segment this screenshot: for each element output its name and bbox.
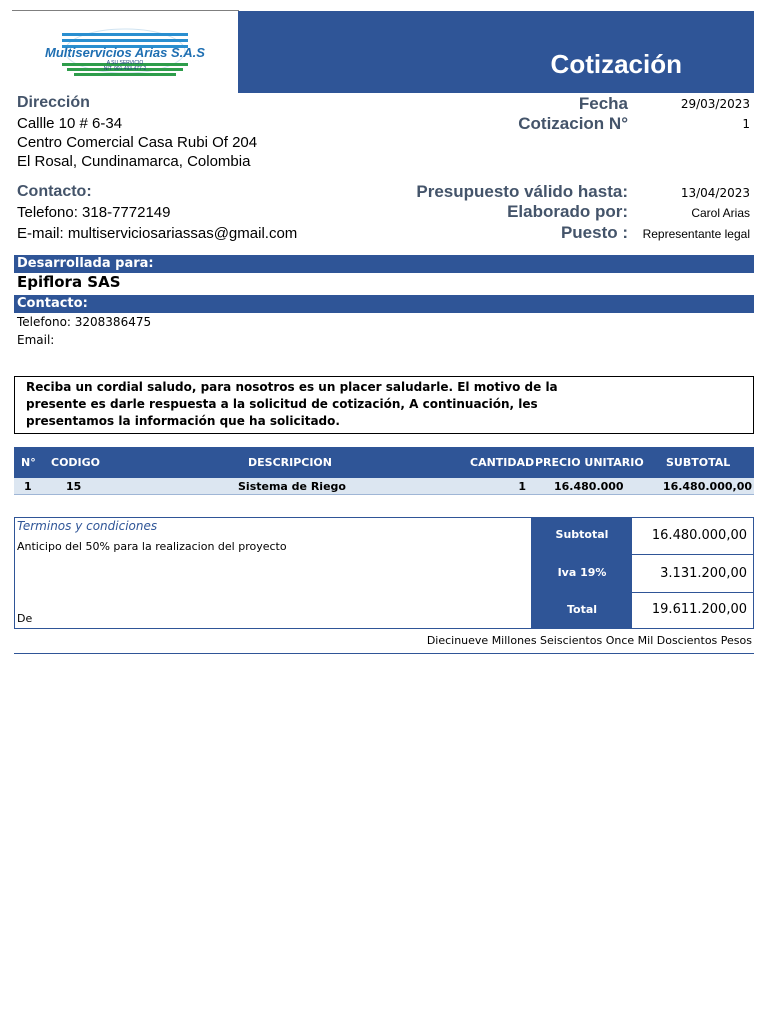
date-value: 29/03/2023 [680, 97, 750, 111]
position-value: Representante legal [642, 227, 750, 241]
col-header-codigo: CODIGO [51, 456, 101, 469]
valid-until-value: 13/04/2023 [680, 186, 750, 200]
greeting-box [14, 376, 754, 434]
logo-nit: NIT. 901.493.477-2 [103, 66, 147, 72]
client-contact-band: Contacto: [14, 295, 754, 313]
valid-until-label: Presupuesto válido hasta: [416, 182, 628, 201]
col-header-descripcion: DESCRIPCION [248, 456, 332, 469]
terms-footer: De [17, 612, 33, 625]
cell-subtotal: 16.480.000,00 [662, 480, 752, 493]
greeting-text: Reciba un cordial saludo, para nosotros es un placer saludarle. El motivo de la presente es darle respuesta a la solicitud de cotización, A continuación, les presentamos la información que ha solicitado. [26, 380, 558, 428]
iva-label: Iva 19% [557, 566, 607, 579]
subtotal-label: Subtotal [555, 528, 609, 541]
made-by-label: Elaborado por: [507, 202, 628, 221]
address-line-3: El Rosal, Cundinamarca, Colombia [17, 153, 251, 170]
iva-value: 3.131.200,00 [660, 566, 747, 581]
address-label: Dirección [17, 94, 90, 111]
terms-box [14, 517, 532, 629]
title-bar [238, 11, 754, 93]
cell-descripcion: Sistema de Riego [238, 480, 346, 493]
quote-number-value: 1 [742, 117, 750, 131]
subtotal-value: 16.480.000,00 [651, 528, 747, 543]
made-by-value: Carol Arias [691, 206, 750, 220]
date-label: Fecha [578, 94, 628, 113]
company-logo [12, 10, 239, 93]
client-phone: Telefono: 3208386475 [17, 315, 152, 329]
position-label: Puesto : [560, 223, 628, 242]
cell-codigo: 15 [66, 480, 82, 493]
col-header-subtotal: SUBTOTAL [666, 456, 731, 469]
items-table-header [14, 447, 754, 478]
address-line-2: Centro Comercial Casa Rubi Of 204 [17, 134, 258, 151]
logo-graphic [12, 11, 238, 93]
logo-tagline: A SU SERVICIO [106, 60, 144, 66]
terms-title: Terminos y condiciones [17, 519, 158, 533]
col-header-precio: PRECIO UNITARIO [535, 456, 644, 469]
page-title: Cotización [550, 49, 682, 79]
col-header-n: N° [21, 456, 36, 469]
totals-labels [532, 517, 632, 629]
logo-name: Multiservicios Arias S.A.S [45, 45, 205, 60]
quote-number-label: Cotizacion N° [518, 114, 628, 133]
totals-divider [632, 554, 753, 555]
total-in-words: Diecinueve Millones Seiscientos Once Mil Doscientos Pesos [426, 634, 752, 647]
company-email: E-mail: multiserviciosariassas@gmail.com [17, 225, 298, 242]
client-band: Desarrollada para: [14, 255, 754, 273]
table-row [14, 478, 754, 495]
total-value: 19.611.200,00 [651, 602, 747, 617]
cell-cantidad: 1 [518, 480, 526, 493]
client-name: Epiflora SAS [17, 273, 121, 291]
cell-n: 1 [24, 480, 32, 493]
terms-line: Anticipo del 50% para la realizacion del proyecto [17, 540, 287, 553]
footer-rule [14, 653, 754, 654]
client-email: Email: [17, 333, 55, 347]
address-line-1: Callle 10 # 6-34 [17, 115, 123, 132]
total-label: Total [566, 603, 598, 616]
totals-divider [632, 592, 753, 593]
col-header-cantidad: CANTIDAD [470, 456, 535, 469]
company-contact-label: Contacto: [17, 183, 92, 200]
totals-values [632, 517, 754, 629]
cell-precio: 16.480.000 [554, 480, 624, 493]
company-phone: Telefono: 318-7772149 [17, 204, 171, 221]
